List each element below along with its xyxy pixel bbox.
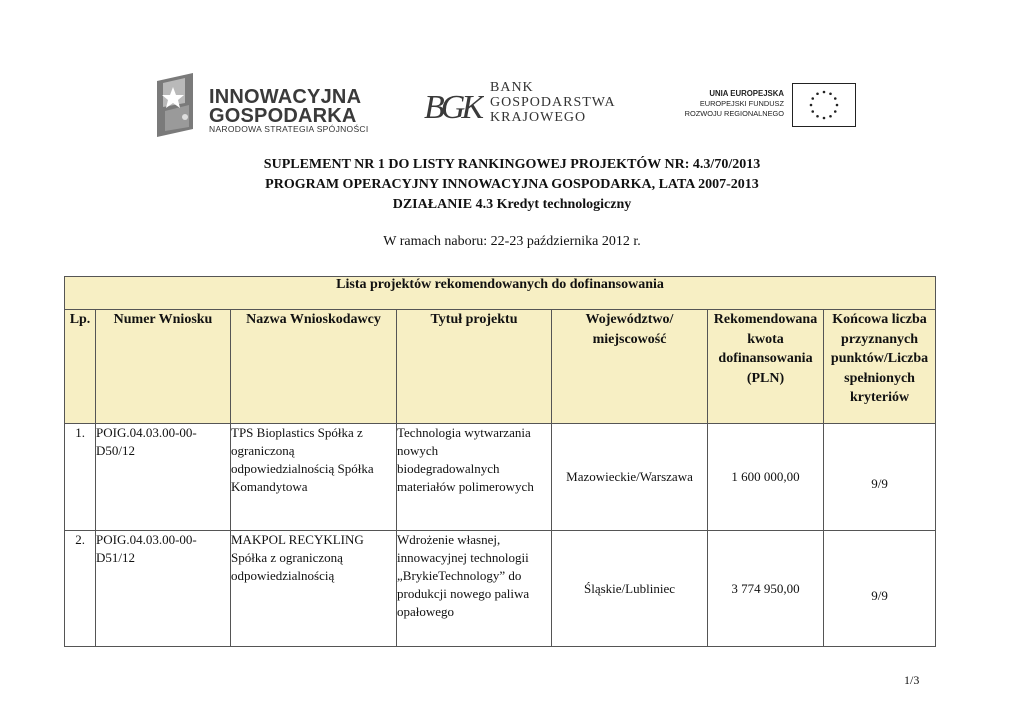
projects-table [64, 276, 936, 647]
eu-star-icon [811, 110, 814, 113]
cell-kwota: 1 600 000,00 [708, 424, 824, 531]
column-header-punkty-line: przyznanych [841, 331, 919, 347]
cell-line: POIG.04.03.00-00- [96, 425, 197, 440]
cell-line: D51/12 [96, 550, 135, 565]
svg-text:BGK: BGK [424, 89, 480, 126]
column-header-wojewodztwo-line: Województwo/ [585, 312, 674, 327]
column-header-tytul-projektu: Tytuł projektu [397, 310, 552, 424]
cell-line: ograniczoną [231, 443, 295, 458]
column-header-punkty-line: kryteriów [850, 390, 910, 405]
document-title-line-3: DZIAŁANIE 4.3 Kredyt technologiczny [392, 197, 632, 212]
eu-star-icon [811, 97, 814, 100]
logo-text-fundusz: EUROPEJSKI FUNDUSZ [699, 99, 784, 108]
eu-star-icon [823, 91, 826, 94]
cell-line: Wdrożenie własnej, [397, 532, 501, 547]
cell-wojewodztwo: Mazowieckie/Warszawa [552, 424, 708, 531]
eu-star-icon [834, 97, 837, 100]
column-header-punkty [824, 310, 936, 424]
column-header-punkty-line: punktów/Liczba [830, 351, 929, 366]
cell-wojewodztwo: Śląskie/Lubliniec [552, 531, 708, 647]
cell-tytul-projektu [397, 531, 552, 647]
cell-line: Spółka z ograniczoną [231, 550, 343, 565]
column-header-numer-wniosku: Numer Wniosku [96, 310, 231, 424]
cell-line: „BrykieTechnology” do [397, 568, 522, 583]
bgk-monogram-icon [420, 84, 484, 126]
cell-line: nowych [397, 443, 439, 458]
cell-line: odpowiedzialnością Spółka [231, 461, 374, 476]
cell-kwota: 3 774 950,00 [708, 531, 824, 647]
eu-logo-text [664, 89, 784, 119]
column-header-kwota-line: dofinansowania [718, 351, 813, 366]
table-header-row [65, 310, 936, 424]
column-header-wojewodztwo [552, 310, 708, 424]
eu-star-icon [816, 92, 819, 95]
cell-line: MAKPOL RECYKLING [231, 532, 364, 547]
column-header-punkty-line: spełnionych [844, 370, 915, 386]
eu-logo [676, 83, 856, 127]
cell-lp: 1. [65, 424, 96, 531]
cell-line: biodegradowalnych [397, 461, 500, 476]
cell-line: innowacyjnej technologii [397, 550, 529, 565]
cell-nazwa-wnioskodawcy [231, 531, 397, 647]
eu-star-icon [829, 92, 832, 95]
cell-punkty: 9/9 [824, 531, 936, 647]
cell-line: POIG.04.03.00-00- [96, 532, 197, 547]
column-header-punkty-line: Końcowa liczba [832, 312, 927, 327]
logo-text-bank: BANK [490, 80, 534, 95]
document-subtitle: W ramach naboru: 22-23 października 2012 r. [383, 234, 641, 249]
cell-punkty: 9/9 [824, 424, 936, 531]
column-header-kwota [708, 310, 824, 424]
table-row [65, 531, 936, 647]
cell-lp: 2. [65, 531, 96, 647]
logo-text-unia: UNIA EUROPEJSKA [709, 89, 784, 98]
cell-line: Technologia wytwarzania [397, 425, 531, 440]
cell-numer-wniosku [96, 531, 231, 647]
logo-text-krajowego: KRAJOWEGO [490, 110, 587, 125]
eu-star-icon [836, 104, 839, 107]
bgk-logo [420, 80, 620, 130]
cell-line: odpowiedzialnością [231, 568, 335, 583]
page-number: 1/3 [904, 673, 920, 687]
column-header-kwota-line: (PLN) [746, 370, 785, 386]
eu-star-icon [810, 104, 813, 107]
table-caption: Lista projektów rekomendowanych do dofinansowania [65, 277, 936, 310]
eu-star-icon [834, 110, 837, 113]
document-title-line-1: SUPLEMENT NR 1 DO LISTY RANKINGOWEJ PROJEKTÓW NR: 4.3/70/2013 [263, 157, 761, 172]
cell-numer-wniosku [96, 424, 231, 531]
eu-flag-icon [792, 83, 856, 127]
cell-line: opałowego [397, 604, 455, 619]
column-header-kwota-line: kwota [747, 331, 784, 347]
column-header-wojewodztwo-line: miejscowość [592, 331, 667, 347]
cell-line: materiałów polimerowych [397, 479, 534, 494]
eu-star-icon [823, 117, 826, 120]
innowacyjna-gospodarka-logo [155, 73, 369, 137]
eu-star-icon [816, 115, 819, 118]
document-title-line-2: PROGRAM OPERACYJNY INNOWACYJNA GOSPODARKA, LATA 2007-2013 [265, 177, 759, 192]
cell-line: TPS Bioplastics Spółka z [231, 425, 363, 440]
logo-text-gospodarstwa: GOSPODARSTWA [490, 95, 616, 110]
logo-text-strategia: NARODOWA STRATEGIA SPÓJNOŚCI [209, 124, 369, 134]
innowacyjna-gospodarka-mark-icon [155, 73, 205, 137]
logo-text-rozwoju: ROZWOJU REGIONALNEGO [684, 109, 784, 118]
logo-text-gospodarka: GOSPODARKA [209, 105, 357, 127]
cell-line: produkcji nowego paliwa [397, 586, 530, 601]
cell-line: Komandytowa [231, 479, 308, 494]
cell-line: D50/12 [96, 443, 135, 458]
column-header-kwota-line: Rekomendowana [713, 312, 818, 327]
logo-text-innowacyjna: INNOWACYJNA [209, 86, 362, 108]
cell-nazwa-wnioskodawcy [231, 424, 397, 531]
column-header-lp: Lp. [65, 310, 96, 424]
table-caption-row [65, 277, 936, 310]
eu-star-icon [829, 115, 832, 118]
table-row [65, 424, 936, 531]
cell-tytul-projektu [397, 424, 552, 531]
column-header-nazwa-wnioskodawcy: Nazwa Wnioskodawcy [231, 310, 397, 424]
